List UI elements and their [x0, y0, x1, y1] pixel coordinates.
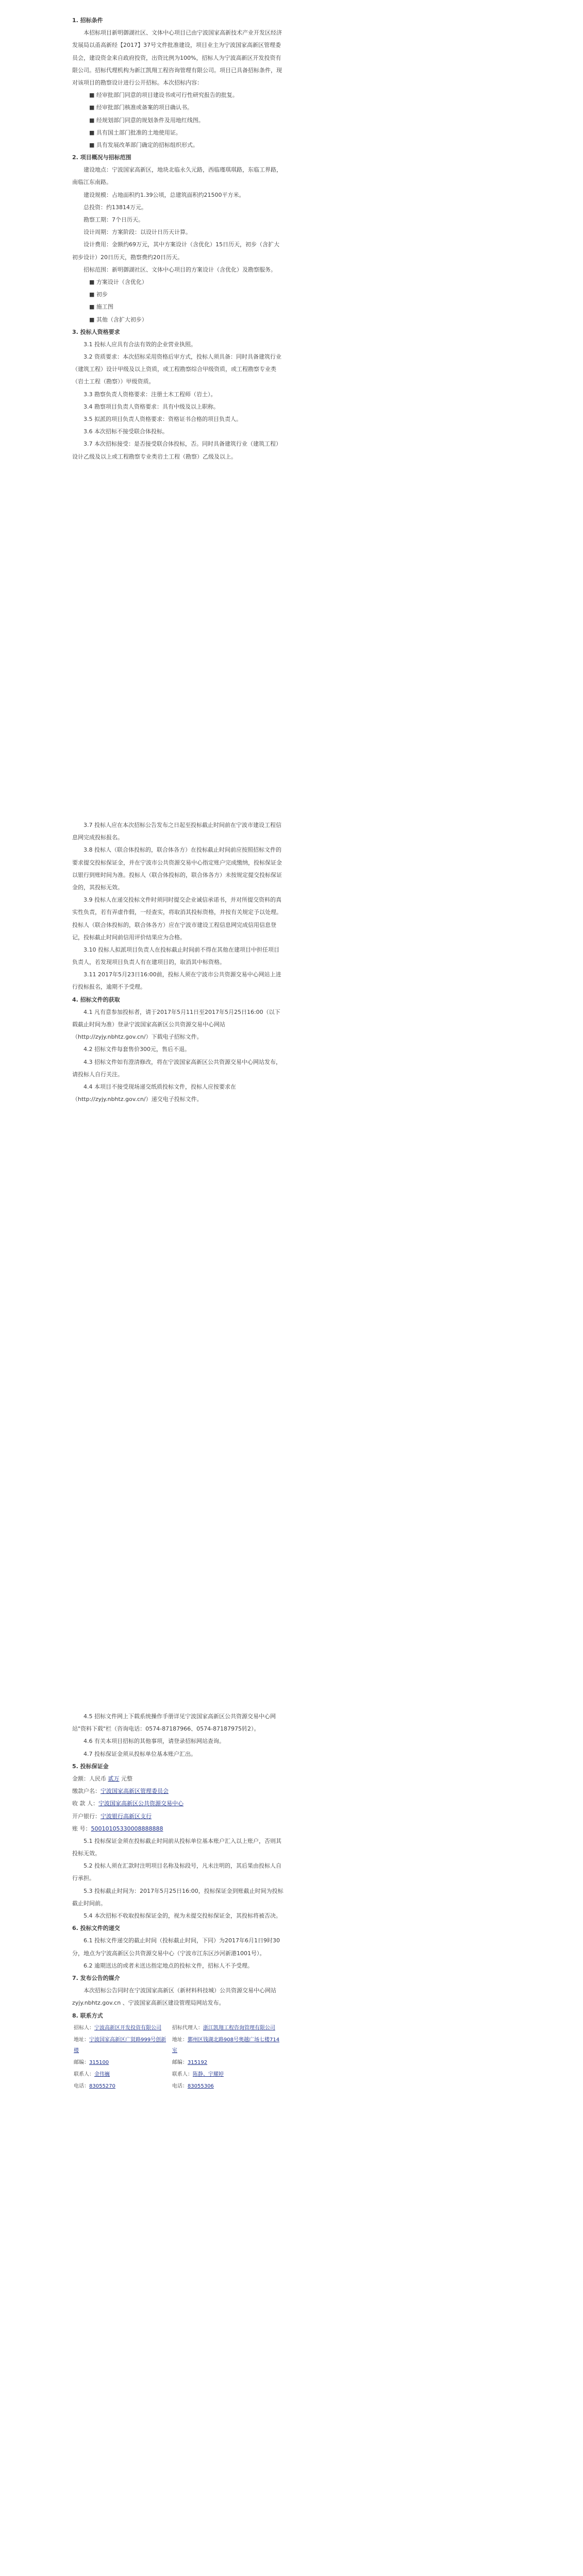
section-6-title: 6. 投标文件的递交	[72, 1925, 120, 1932]
scope-item: ■ 施工图	[89, 303, 113, 311]
agent-label: 招标代理人：	[172, 2025, 203, 2031]
contact-row-org	[72, 2022, 284, 2034]
bank-line	[72, 1798, 284, 1810]
contact-row-zip	[72, 2057, 284, 2069]
agent-zip-label: 邮编：	[172, 2059, 188, 2065]
overview-line: 设计周期：方案阶段：以设计日历天计算。	[84, 229, 191, 236]
qualification-item: 3.6 本次招标不接受联合体投标。	[84, 428, 168, 435]
bank-line-value: 宁波国家高新区公共资源交易中心	[98, 1800, 184, 1807]
tenderer-address: 宁波国家高新区广贤路999号创新楼	[74, 2037, 166, 2054]
section-4-title: 4. 招标文件的获取	[72, 996, 120, 1003]
requirement-item: 3.9 投标人在递交投标文件时须同时提交企业诚信承诺书，并对所提交资料的真实性负责，若有弄虚作假，一经查实，将取消其投标资格，并按有关规定予以处理。投标人（联合体投标的，联合体各方）应在宁波市建设工程信息网完成信用信息登记，投标截止时间前信用评价结果应为合格。	[72, 896, 282, 941]
tenderer-zip-label: 邮编：	[74, 2059, 89, 2065]
media-text: 本次招标公告同时在宁波国家高新区（新材料科技城）公共资源交易中心网站 zyjy.nbhtz.gov.cn 、宁波国家高新区建设管理局网站发布。	[72, 1987, 276, 2007]
tenderer-phone-label: 电话：	[74, 2083, 89, 2089]
overview-line: 勘察工期：7个日历天。	[84, 216, 144, 223]
deposit-amount-line	[72, 1773, 284, 1785]
deposit-rule: 5.2 投标人须在汇款时注明项目名称及标段号，凡未注明的，其后果由投标人自行承担。	[72, 1862, 281, 1882]
contact-row-address	[72, 2034, 284, 2057]
approval-item: ■ 具有国土部门批准的土地使用证。	[89, 129, 181, 136]
bank-line-label: 账 号：	[72, 1825, 91, 1832]
agent-address: 鄞州区钱湖北路908号奥越广场七楼714室	[172, 2037, 280, 2054]
download-note: 4.7 投标保证金须从投标单位基本账户汇出。	[84, 1750, 196, 1757]
section-group-3	[0, 1710, 583, 2092]
bank-line-value: 50010105330008888888	[91, 1825, 163, 1832]
approval-item: ■ 具有发展改革部门确定的招标组织形式。	[89, 141, 198, 148]
tenderer-name: 宁波高新区开发投资有限公司	[94, 2025, 161, 2031]
tenderer-contact: 金伟巍	[94, 2071, 110, 2077]
approval-list	[72, 89, 284, 151]
tenderer-phone: 83055270	[89, 2083, 115, 2089]
requirement-item: 3.7 投标人应在本次招标公告发布之日起至投标截止时间前在宁波市建设工程信息网完成投标报名。	[72, 822, 281, 841]
deposit-amount-unit: 元整	[121, 1775, 132, 1782]
bank-line	[72, 1785, 284, 1798]
requirement-item: 3.10 投标人拟派项目负责人在投标截止时间前不得在其他在建项目中担任项目负责人，若发现项目负责人有在建项目的，取消其中标资格。	[72, 946, 279, 966]
section-group-2	[0, 819, 583, 1106]
bank-line-label: 收 款 人：	[72, 1800, 98, 1807]
qualification-list	[72, 338, 284, 463]
scope-list	[72, 276, 284, 326]
approval-item: ■ 经规划部门同意的规划条件及用地红线图。	[89, 116, 204, 124]
download-note: 4.5 招标文件网上下载系统操作手册详见宁波国家高新区公共资源交易中心网站"资料下载"栏（咨询电话：0574-87187966、0574-87187975转2）。	[72, 1713, 276, 1733]
agent-name: 浙江凯翔工程咨询管理有限公司	[203, 2025, 275, 2031]
deposit-amount: 贰万	[108, 1775, 120, 1782]
download-notes	[72, 1710, 284, 1760]
bidding-requirements	[72, 819, 284, 994]
bank-line	[72, 1810, 284, 1823]
contact-row-phone	[72, 2080, 284, 2092]
tenderer-zip: 315100	[89, 2059, 109, 2065]
qualification-item: 3.1 投标人应具有合法有效的企业营业执照。	[84, 341, 196, 348]
tenderer-address-label: 地址：	[74, 2037, 89, 2043]
download-note: 4.6 有关本项目招标的其他事项，请登录招标网站查询。	[84, 1738, 225, 1745]
section-1-text: 本招标项目新明御湖社区、文体中心项目已由宁波国家高新技术产业开发区经济发展局以甬高新经【2017】37号文件批准建设，项目业主为宁波国家高新区管理委员会，建设资金来自政府投资，出资比例为100%，招标人为宁波高新区开发投资有限公司。招标代理机构为新江凯翔工程咨询管理有限公司。项目已具备招标条件，现对该项目的勘察设计进行公开招标。本次招标内容：	[72, 29, 282, 86]
section-2-title: 2. 项目概况与招标范围	[72, 154, 131, 161]
scope-item: ■ 初步	[89, 291, 108, 298]
submission-rule: 6.2 逾期送达的或者未送达指定地点的投标文件，招标人不予受理。	[84, 1962, 253, 1969]
scope-item: ■ 方案设计（含优化）	[89, 278, 147, 285]
bank-line	[72, 1823, 284, 1835]
scope-item: ■ 其他（含扩大初步）	[89, 316, 147, 323]
deposit-amount-label: 金额：人民币	[72, 1775, 106, 1782]
acquisition-item: 4.3 招标文件如有澄清修改，将在宁波国家高新区公共资源交易中心网站发布，请投标人自行关注。	[72, 1058, 281, 1078]
deposit-rule: 5.4 本次招标不收取投标保证金的，视为未提交投标保证金，其投标将被否决。	[84, 1912, 281, 1919]
overview-line: 招标范围：新明御湖社区、文体中心项目的方案设计（含优化）及勘察服务。	[84, 266, 276, 273]
section-7-title: 7. 发布公告的媒介	[72, 1974, 120, 1981]
agent-contact-label: 联系人：	[172, 2071, 193, 2077]
deposit-rule: 5.1 投标保证金须在投标截止时间前从投标单位基本账户汇入以上账户，否则其投标无效。	[72, 1837, 281, 1857]
qualification-item: 3.4 勘察项目负责人资格要求：具有中级及以上职称。	[84, 403, 219, 410]
bank-line-value: 宁波国家高新区管理委员会	[101, 1788, 169, 1795]
requirement-item: 3.8 投标人（联合体投标的，联合体各方）在投标截止时间前应按照招标文件的要求提交投标保证金，并在宁波市公共资源交易中心指定账户完成缴纳，投标保证金以银行到账时间为准。投标人（联合体投标的，联合体各方）未按规定提交投标保证金的，其投标无效。	[72, 846, 282, 891]
agent-phone: 83055306	[187, 2083, 214, 2089]
agent-contact: 陈静、宇耀婷	[192, 2071, 224, 2077]
bank-info	[72, 1785, 284, 1835]
bank-line-label: 缴款户名：	[72, 1788, 101, 1795]
agent-address-label: 地址：	[172, 2037, 188, 2043]
contact-table	[72, 2022, 284, 2092]
deposit-rules	[72, 1835, 284, 1922]
overview-line: 总投资：约13814万元。	[84, 204, 147, 211]
bank-line-value: 宁波银行高新区支行	[101, 1812, 152, 1820]
section-8-title: 8. 联系方式	[72, 2012, 103, 2019]
submission-rules	[72, 1935, 284, 1972]
agent-phone-label: 电话：	[172, 2083, 188, 2089]
approval-item: ■ 经审批部门核准或备案的项目确认书。	[89, 104, 193, 111]
acquisition-item: 4.1 凡有意参加投标者，请于2017年5月11日至2017年5月25日16:00（以下载截止时间为准）登录宁波国家高新区公共资源交易中心网站（http://zyjy.nbhtz.gov.cn/）下载电子招标文件。	[72, 1008, 280, 1041]
section-group-1	[0, 14, 583, 463]
deposit-rule: 5.3 投标截止时间为：2017年5月25日16:00，投标保证金到账截止时间为投标截止时间前。	[72, 1887, 284, 1907]
requirement-item: 3.11 2017年5月23日16:00前，投标人须在宁波市公共资源交易中心网站上进行投标报名，逾期不予受理。	[72, 971, 281, 991]
project-overview	[72, 164, 284, 276]
tenderer-contact-label: 联系人：	[74, 2071, 94, 2077]
overview-line: 建设地点：宁波国家高新区，地块北临永久元路，西临瑾琪琪路，东临工界路，南临江东南路。	[72, 166, 282, 186]
section-1-title: 1. 招标条件	[72, 17, 103, 24]
section-3-title: 3. 投标人资格要求	[72, 328, 120, 335]
bank-line-label: 开户银行：	[72, 1812, 101, 1820]
acquisition-item: 4.2 招标文件每套售价300元，售后不退。	[84, 1046, 190, 1053]
tenderer-label: 招标人：	[74, 2025, 94, 2031]
overview-line: 设计费用：金额约69万元，其中方案设计（含优化）15日历天，初步（含扩大初步设计）20日历天，勘察费约20日历天。	[72, 241, 279, 261]
contact-row-person	[72, 2069, 284, 2080]
submission-rule: 6.1 投标文件递交的截止时间（投标截止时间，下同）为2017年6月1日9时30分，地点为宁波高新区公共资源交易中心（宁波市江东区沙河新港1001号）。	[72, 1937, 280, 1957]
qualification-item: 3.2 资质要求：本次招标采用资格后审方式，投标人须具备：同时具备建筑行业（建筑工程）设计甲级及以上资质，或工程勘察综合甲级资质，或工程勘察专业类（岩土工程（勘察））甲级资质。	[72, 353, 281, 385]
agent-zip: 315192	[187, 2059, 208, 2065]
qualification-item: 3.5 拟派的项目负责人资格要求：资格证书合格的项目负责人。	[84, 416, 242, 422]
qualification-item: 3.7 本次招标接受：是否接受联合体投标，否。同时具备建筑行业（建筑工程）设计乙级及以上或工程勘察专业类岩土工程（勘察）乙级及以上。	[72, 440, 281, 460]
section-5-title: 5. 投标保证金	[72, 1762, 109, 1770]
acquisition-item: 4.4 本项目不接受现场递交纸质投标文件，投标人应按要求在（http://zyjy.nbhtz.gov.cn/）递交电子投标文件。	[72, 1083, 236, 1103]
qualification-item: 3.3 勘察负责人资格要求：注册土木工程师（岩土）。	[84, 391, 216, 398]
approval-item: ■ 经审批部门同意的项目建设书或可行性研究报告的批复。	[89, 92, 238, 99]
overview-line: 建设规模：占地面积约1.39公顷，总建筑面积约21500平方米。	[84, 191, 245, 198]
tender-document-acquisition	[72, 1006, 284, 1106]
